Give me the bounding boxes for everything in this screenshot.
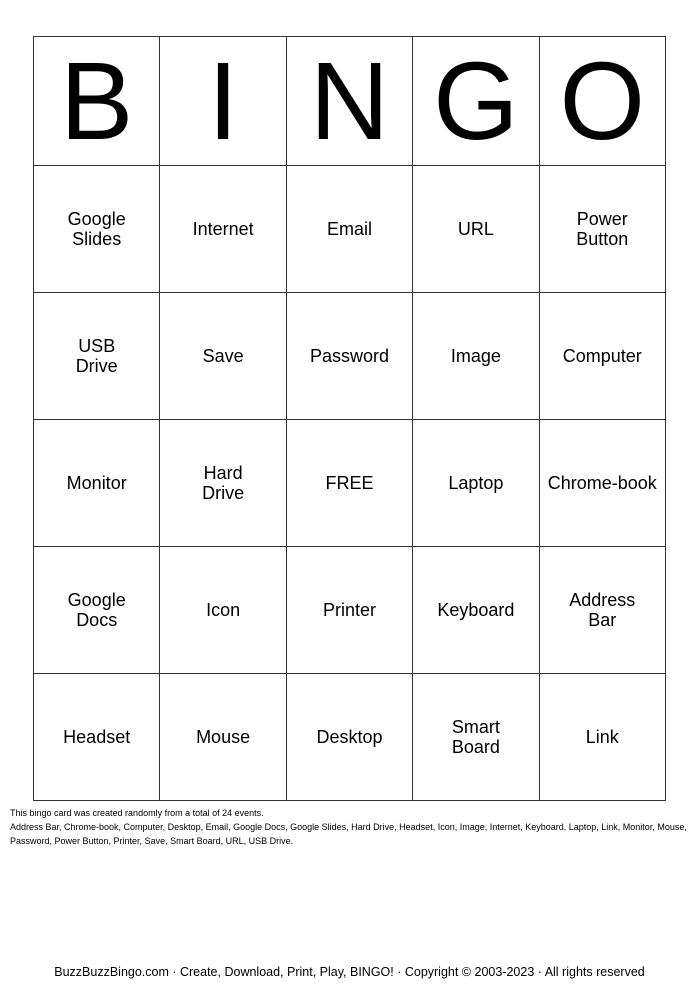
- grid-cell: USB Drive: [34, 293, 160, 420]
- grid-row: [34, 166, 666, 293]
- grid-cell: Google Docs: [34, 547, 160, 674]
- grid-cell: Link: [539, 674, 665, 801]
- grid-cell: Hard Drive: [160, 420, 286, 547]
- grid-cell: Monitor: [34, 420, 160, 547]
- grid-cell: Laptop: [413, 420, 539, 547]
- grid-row: [34, 420, 666, 547]
- header-letter-b: B: [34, 37, 160, 166]
- grid-cell: Address Bar: [539, 547, 665, 674]
- grid-cell: Power Button: [539, 166, 665, 293]
- grid-cell: Save: [160, 293, 286, 420]
- grid-cell: Google Slides: [34, 166, 160, 293]
- grid-cell: Mouse: [160, 674, 286, 801]
- grid-cell: Image: [413, 293, 539, 420]
- grid-row: [34, 547, 666, 674]
- header-letter-o: O: [539, 37, 665, 166]
- grid-cell: Chrome-book: [539, 420, 665, 547]
- grid-row: [34, 293, 666, 420]
- grid-cell: Keyboard: [413, 547, 539, 674]
- grid-cell: Printer: [286, 547, 412, 674]
- grid-cell: URL: [413, 166, 539, 293]
- header-letter-g: G: [413, 37, 539, 166]
- events-list: Address Bar, Chrome-book, Computer, Desktop, Email, Google Docs, Google Slides, Hard Drive, Headset, Icon, Image, Internet, Keyboard, Laptop, Link, Monitor, Mouse, Password, Power Button, Printer, Save, Smart Board, URL, USB Drive.: [10, 822, 687, 846]
- grid-cell: Email: [286, 166, 412, 293]
- card-description: [10, 806, 692, 848]
- events-summary: This bingo card was created randomly from a total of 24 events.: [10, 808, 264, 818]
- header-row: [34, 37, 666, 166]
- grid-row: [34, 674, 666, 801]
- grid-cell: Icon: [160, 547, 286, 674]
- copyright-footer: BuzzBuzzBingo.com · Create, Download, Print, Play, BINGO! · Copyright © 2003-2023 · All rights reserved: [54, 965, 645, 979]
- grid-cell: Password: [286, 293, 412, 420]
- free-space-cell: FREE: [286, 420, 412, 547]
- bingo-card: [33, 36, 666, 801]
- header-letter-n: N: [286, 37, 412, 166]
- grid-cell: Computer: [539, 293, 665, 420]
- grid-cell: Smart Board: [413, 674, 539, 801]
- grid-cell: Desktop: [286, 674, 412, 801]
- grid-cell: Internet: [160, 166, 286, 293]
- grid-cell: Headset: [34, 674, 160, 801]
- header-letter-i: I: [160, 37, 286, 166]
